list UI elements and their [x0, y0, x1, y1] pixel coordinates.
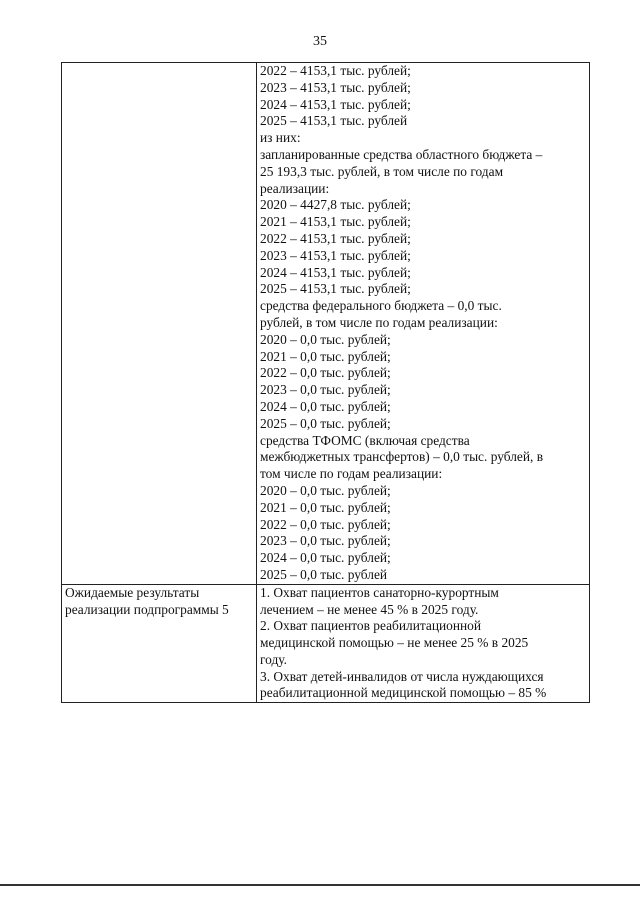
funding-line: 2025 – 4153,1 тыс. рублей	[260, 113, 408, 129]
funding-line: реализации:	[260, 180, 330, 196]
results-line: году.	[260, 651, 287, 667]
results-row	[62, 584, 590, 703]
funding-line: 2024 – 0,0 тыс. рублей;	[260, 398, 391, 414]
funding-line: 2021 – 4153,1 тыс. рублей;	[260, 214, 411, 230]
results-label-line: реализации подпрограммы 5	[65, 601, 229, 617]
page-bottom-rule	[0, 884, 640, 886]
funding-line: 2022 – 0,0 тыс. рублей;	[260, 516, 391, 532]
funding-line: средства ТФОМС (включая средства	[260, 432, 470, 448]
results-line: 1. Охват пациентов санаторно-курортным	[260, 584, 499, 600]
funding-value-cell	[257, 63, 590, 585]
results-label-cell	[62, 584, 257, 703]
funding-label-cell	[62, 63, 257, 585]
subprogram-passport-table	[61, 62, 590, 703]
funding-line: 2025 – 4153,1 тыс. рублей;	[260, 281, 411, 297]
results-label-line: Ожидаемые результаты	[65, 584, 200, 600]
funding-line: рублей, в том числе по годам реализации:	[260, 314, 498, 330]
funding-line: 2024 – 4153,1 тыс. рублей;	[260, 264, 411, 280]
results-value-cell	[257, 584, 590, 703]
funding-line: 2020 – 4427,8 тыс. рублей;	[260, 197, 411, 213]
funding-line: 2024 – 0,0 тыс. рублей;	[260, 550, 391, 566]
results-line: лечением – не менее 45 % в 2025 году.	[260, 601, 479, 617]
funding-line: 2023 – 0,0 тыс. рублей;	[260, 382, 391, 398]
funding-row	[62, 63, 590, 585]
funding-line: запланированные средства областного бюджета –	[260, 146, 543, 162]
funding-line: 2023 – 0,0 тыс. рублей;	[260, 533, 391, 549]
results-line: реабилитационной медицинской помощью – 85 %	[260, 685, 547, 701]
funding-line: 2025 – 0,0 тыс. рублей	[260, 566, 388, 582]
funding-line: 2025 – 0,0 тыс. рублей;	[260, 415, 391, 431]
funding-line: 2022 – 0,0 тыс. рублей;	[260, 365, 391, 381]
funding-line: 25 193,3 тыс. рублей, в том числе по годам	[260, 163, 504, 179]
funding-line: том числе по годам реализации:	[260, 466, 443, 482]
funding-line: 2022 – 4153,1 тыс. рублей;	[260, 230, 411, 246]
results-line: 3. Охват детей-инвалидов от числа нуждающихся	[260, 668, 544, 684]
funding-line: 2023 – 4153,1 тыс. рублей;	[260, 247, 411, 263]
funding-line: 2021 – 0,0 тыс. рублей;	[260, 348, 391, 364]
funding-line: 2020 – 0,0 тыс. рублей;	[260, 331, 391, 347]
funding-line: 2021 – 0,0 тыс. рублей;	[260, 499, 391, 515]
funding-line: из них:	[260, 130, 301, 146]
results-line: медицинской помощью – не менее 25 % в 2025	[260, 635, 529, 651]
funding-line: 2020 – 0,0 тыс. рублей;	[260, 482, 391, 498]
funding-line: 2023 – 4153,1 тыс. рублей;	[260, 79, 411, 95]
funding-line: 2024 – 4153,1 тыс. рублей;	[260, 96, 411, 112]
funding-line: средства федерального бюджета – 0,0 тыс.	[260, 298, 502, 314]
funding-line: межбюджетных трансфертов) – 0,0 тыс. рублей, в	[260, 449, 544, 465]
results-line: 2. Охват пациентов реабилитационной	[260, 618, 482, 634]
page-number: 35	[313, 34, 327, 49]
funding-line: 2022 – 4153,1 тыс. рублей;	[260, 63, 411, 78]
